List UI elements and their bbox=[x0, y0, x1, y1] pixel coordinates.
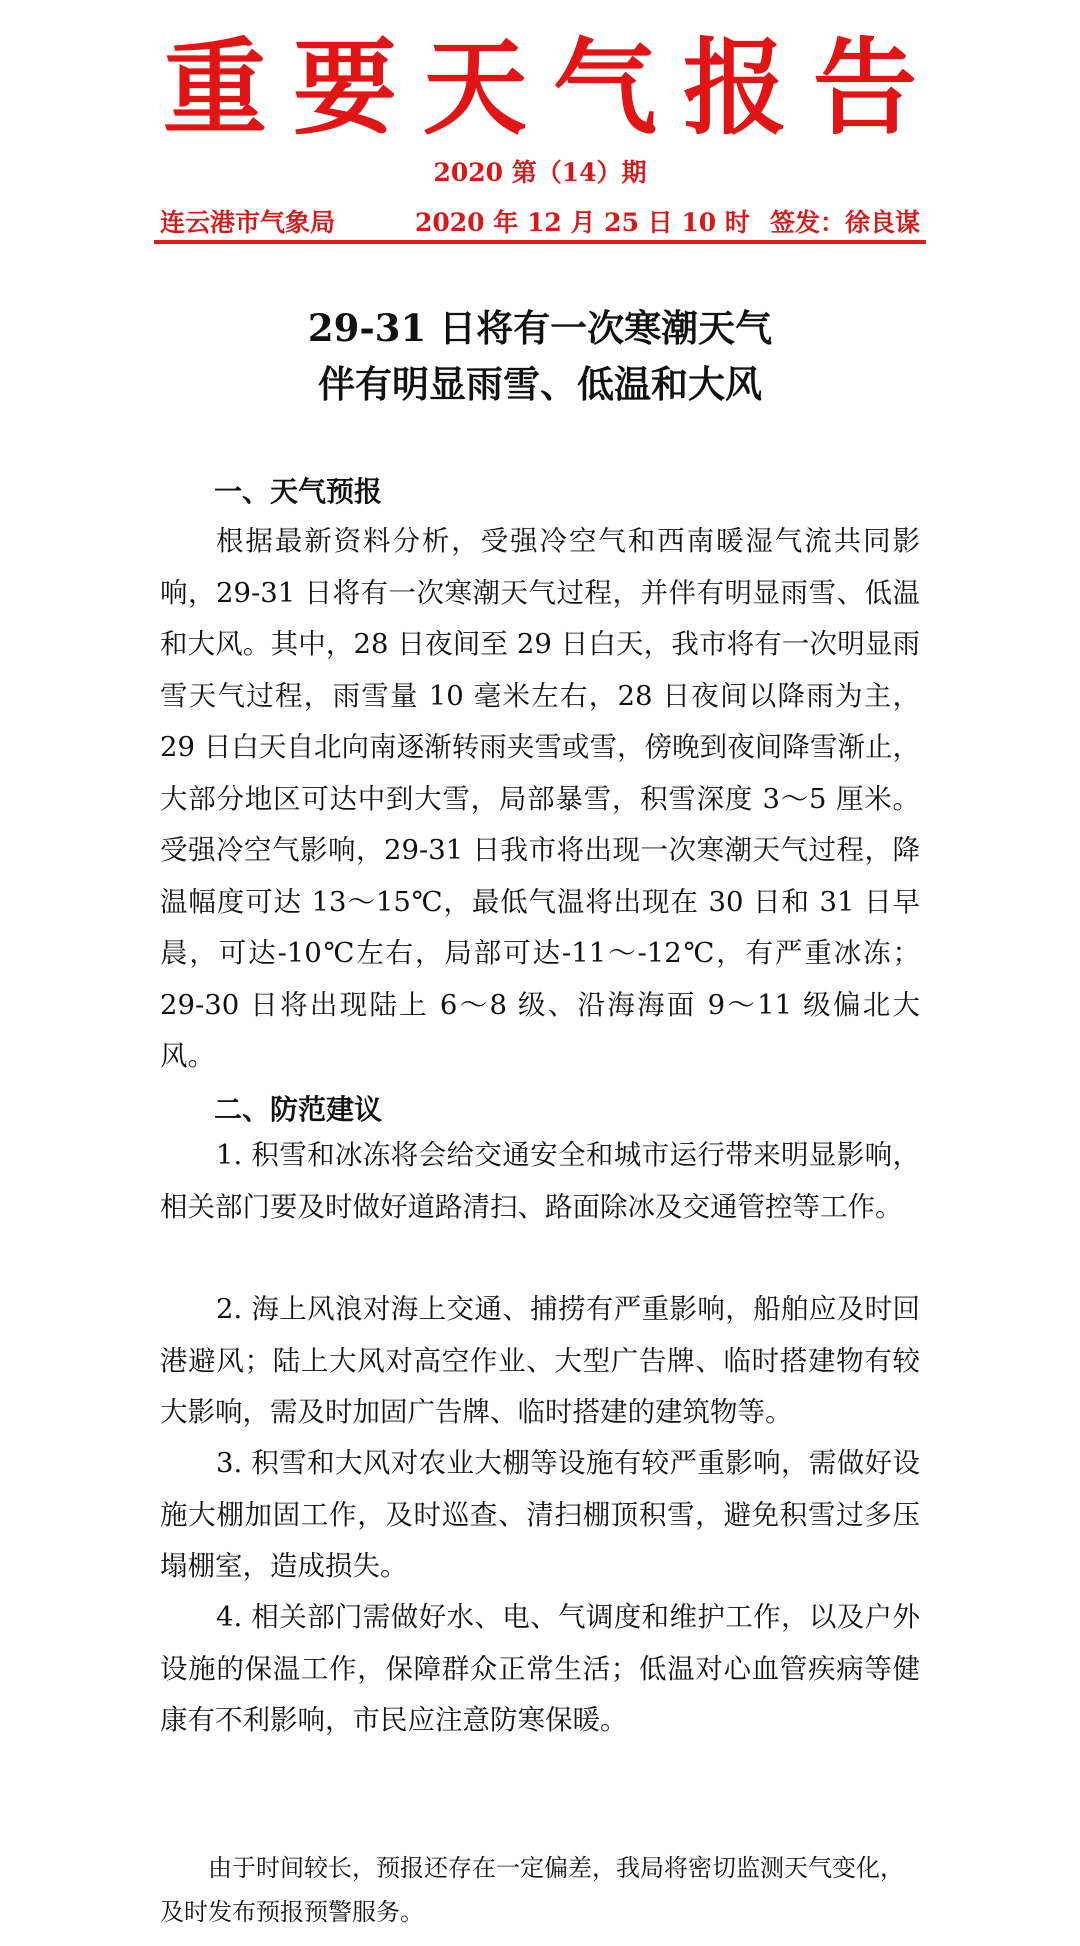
advice-item-1: 1. 积雪和冰冻将会给交通安全和城市运行带来明显影响，相关部门要及时做好道路清扫、路面除冰及交通管控等工作。 bbox=[160, 1139, 920, 1223]
report-headline bbox=[0, 300, 1080, 412]
advice-item-4: 4. 相关部门需做好水、电、气调度和维护工作，以及户外设施的保温工作，保障群众正常生活；低温对心血管疾病等健康有不利影响，市民应注意防寒保暖。 bbox=[160, 1601, 920, 1736]
section-title-forecast: 一、天气预报 bbox=[214, 475, 383, 508]
headline-line-2: 伴有明显雨雪、低温和大风 bbox=[318, 362, 762, 406]
signer: 签发：徐良谋 bbox=[769, 208, 920, 237]
forecast-paragraph: 根据最新资料分析，受强冷空气和西南暖湿气流共同影响，29-31 日将有一次寒潮天气过程，并伴有明显雨雪、低温和大风。其中，28 日夜间至 29 日白天，我市将有一次明显雨雪天气过程，雨雪量 10 毫米左右，28 日夜间以降雨为主，29 日白天自北向南逐渐转雨夹雪或雪，傍晚到夜间降雪渐止，大部分地区可达中到大雪，局部暴雪，积雪深度 3～5 厘米。受强冷空气影响，29-31 日我市将出现一次寒潮天气过程，降温幅度可达 13～15℃，最低气温将出现在 30 日和 31 日早晨，可达-10℃左右，局部可达-11～-12℃，有严重冰冻；29-30 日将出现陆上 6～8 级、沿海海面 9～11 级偏北大风。 bbox=[160, 525, 920, 1072]
advice-item-3: 3. 积雪和大风对农业大棚等设施有较严重影响，需做好设施大棚加固工作，及时巡查、清扫棚顶积雪，避免积雪过多压塌棚室，造成损失。 bbox=[160, 1447, 920, 1582]
issue-datetime: 2020 年 12 月 25 日 10 时 bbox=[415, 208, 750, 237]
section-title-advice: 二、防范建议 bbox=[214, 1093, 383, 1126]
issuing-organization: 连云港市气象局 bbox=[160, 208, 336, 237]
report-meta-row bbox=[160, 206, 920, 240]
issue-number: 2020 第（14）期 bbox=[433, 158, 647, 187]
report-masthead-title: 重要天气报告 bbox=[162, 26, 943, 149]
red-divider-line bbox=[154, 240, 926, 244]
headline-line-1: 29-31 日将有一次寒潮天气 bbox=[307, 306, 773, 350]
footnote-disclaimer: 由于时间较长，预报还存在一定偏差，我局将密切监测天气变化，及时发布预报预警服务。 bbox=[160, 1854, 904, 1926]
advice-item-2: 2. 海上风浪对海上交通、捕捞有严重影响，船舶应及时回港避风；陆上大风对高空作业、大型广告牌、临时搭建物有较大影响，需及时加固广告牌、临时搭建的建筑物等。 bbox=[160, 1293, 920, 1428]
